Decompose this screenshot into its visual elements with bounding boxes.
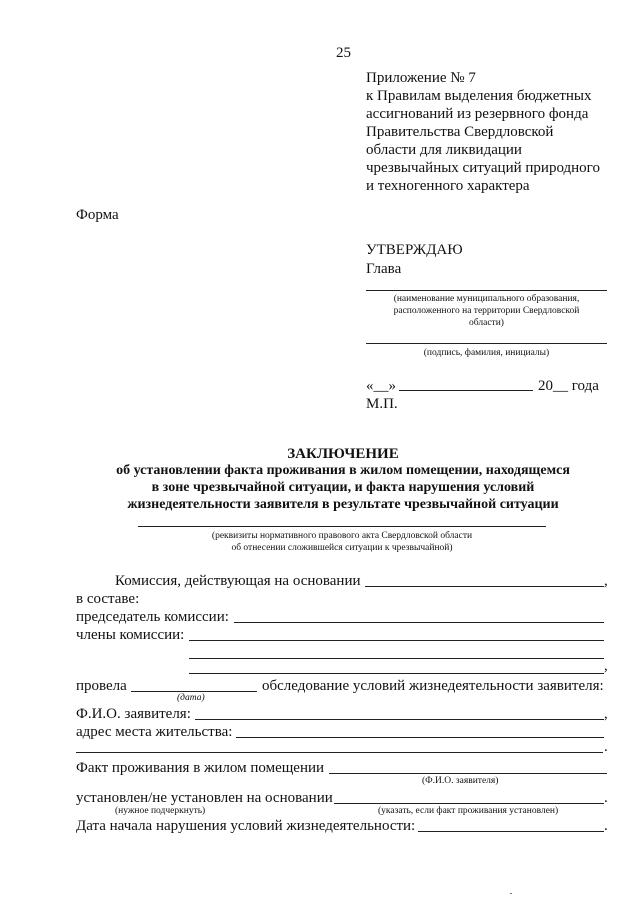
date-day: «__» [366, 378, 396, 394]
legal-act-caption: об отнесении сложившейся ситуации к чрезвычайной) [231, 543, 453, 553]
title-line: об установлении факта проживания в жилом помещении, находящемся [116, 463, 570, 478]
date-month-line[interactable] [399, 390, 533, 391]
violation-date-line[interactable] [418, 831, 604, 832]
survey-label: обследование условий жизнедеятельности заявителя: [262, 678, 604, 694]
municipality-line[interactable] [366, 290, 607, 291]
composition-label: в составе: [76, 591, 140, 607]
legal-act-line[interactable] [138, 526, 546, 527]
violation-start-label: Дата начала нарушения условий жизнедеятельности: [76, 818, 416, 834]
address-label: адрес места жительства: [76, 724, 233, 740]
title-heading: ЗАКЛЮЧЕНИЕ [287, 446, 399, 462]
residence-fact-label: Факт проживания в жилом помещении [76, 760, 325, 776]
appendix-line: к Правилам выделения бюджетных [366, 88, 592, 104]
seal-label: М.П. [366, 396, 398, 412]
appendix-line: области для ликвидации [366, 142, 522, 158]
appendix-line: чрезвычайных ситуаций природного [366, 160, 600, 176]
signature-caption: (подпись, фамилия, инициалы) [423, 348, 550, 358]
date-year: 20__ года [538, 378, 599, 394]
title-line: жизнедеятельности заявителя в результате чрезвычайной ситуации [127, 497, 559, 512]
title-line: в зоне чрезвычайной ситуации, и факта нарушения условий [151, 480, 535, 495]
address-line[interactable] [76, 752, 603, 753]
scan-speck [510, 893, 512, 894]
comma: , [604, 573, 608, 589]
appendix-line: и техногенного характера [366, 178, 530, 194]
appendix-line: Приложение № 7 [366, 70, 476, 86]
period: . [604, 790, 608, 806]
legal-act-caption: (реквизиты нормативного правового акта Свердловской области [211, 531, 473, 541]
applicant-caption: (Ф.И.О. заявителя) [422, 776, 499, 786]
municipality-caption-line: расположенного на территории Свердловской [393, 306, 580, 316]
established-label: установлен/не установлен на основании [76, 790, 333, 806]
residence-applicant-line[interactable] [329, 773, 607, 774]
appendix-line: Правительства Свердловской [366, 124, 554, 140]
appendix-line: ассигнований из резервного фонда [366, 106, 589, 122]
period: . [604, 739, 608, 755]
members-line[interactable] [189, 658, 604, 659]
head-label: Глава [366, 261, 402, 277]
municipality-caption-line: области) [469, 318, 504, 328]
commission-label: Комиссия, действующая на основании [115, 573, 361, 589]
comma: , [604, 706, 608, 722]
members-line[interactable] [189, 673, 604, 674]
comma: , [604, 658, 608, 674]
underline-caption: (нужное подчеркнуть) [115, 806, 206, 816]
period: . [604, 818, 608, 834]
form-label: Форма [76, 207, 119, 223]
page-number: 25 [336, 45, 351, 61]
applicant-name-line[interactable] [195, 719, 604, 720]
address-line[interactable] [236, 737, 604, 738]
commission-basis-line[interactable] [365, 586, 604, 587]
basis-line[interactable] [334, 803, 604, 804]
applicant-name-label: Ф.И.О. заявителя: [76, 706, 191, 722]
basis-caption: (указать, если факт проживания установлен) [378, 806, 559, 816]
members-label: члены комиссии: [76, 627, 185, 643]
chairman-label: председатель комиссии: [76, 609, 229, 625]
conducted-label: провела [76, 678, 127, 694]
signature-line[interactable] [366, 343, 607, 344]
municipality-caption-line: (наименование муниципального образования, [393, 294, 580, 304]
date-caption: (дата) [177, 693, 205, 703]
approve-label: УТВЕРЖДАЮ [366, 242, 463, 258]
chairman-line[interactable] [234, 622, 604, 623]
members-line[interactable] [189, 640, 604, 641]
